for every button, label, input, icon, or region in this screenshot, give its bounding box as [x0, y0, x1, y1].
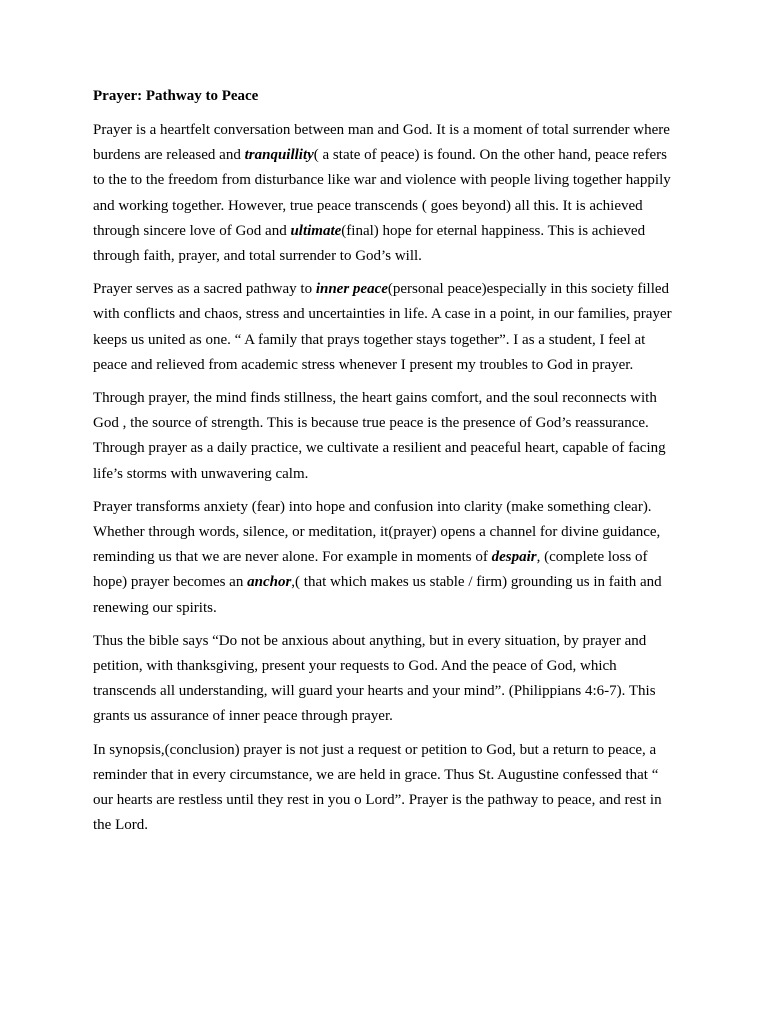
paragraph-3	[93, 386, 680, 487]
paragraph-text: In synopsis,(conclusion) prayer is not just a request or petition to God, but a return to peace, a reminder that in every circumstance, we are held in grace. Thus St. Augustine confessed that “ our hearts are restless until they rest in you o Lord”. Prayer is the pathway to peace, and rest in the Lord.	[93, 741, 662, 834]
paragraph-text: Prayer serves as a sacred pathway to	[93, 281, 316, 298]
document-title: Prayer: Pathway to Peace	[93, 88, 259, 104]
paragraph-text: (final) hope for eternal happiness. This is achieved through faith, prayer, and total surrender to God’s will.	[93, 222, 646, 265]
emphasized-term: despair	[491, 549, 537, 566]
paragraph-4	[93, 495, 680, 621]
paragraph-text: Through prayer, the mind finds stillness, the heart gains comfort, and the soul reconnects with God , the source of strength. This is because true peace is the presence of God’s reassurance. Through prayer as a daily practice, we cultivate a resilient and peaceful heart, capable of facing life’s storms with unwavering calm.	[93, 390, 666, 482]
emphasized-term: anchor	[247, 574, 292, 591]
paragraph-text: , (complete loss of hope) prayer becomes an	[93, 549, 648, 591]
paragraph-2	[93, 277, 680, 378]
paragraph-1	[93, 118, 680, 269]
emphasized-term: ultimate	[290, 222, 342, 239]
emphasized-term: tranquillity	[244, 147, 314, 164]
paragraph-text: ,( that which makes us stable / firm) grounding us in faith and renewing our spirits.	[93, 574, 662, 616]
emphasized-term: inner peace	[315, 281, 388, 298]
paragraph-text: Prayer is a heartfelt conversation between man and God. It is a moment of total surrender where burdens are released and	[93, 122, 670, 164]
paragraph-text: Prayer transforms anxiety (fear) into hope and confusion into clarity (make something clear). Whether through words, silence, or meditation, it(prayer) opens a channel for divine guidance, reminding us that we are never alone. For example in moments of	[93, 498, 661, 566]
paragraph-text: Thus the bible says “Do not be anxious about anything, but in every situation, by prayer and petition, with thanksgiving, present your requests to God. And the peace of God, which transcends all understanding, will guard your hearts and your mind”. (Philippians 4:6-7). This grants us assurance of inner peace through prayer.	[93, 632, 656, 725]
paragraph-text: (personal peace)especially in this society filled with conflicts and chaos, stress and uncertainties in life. A case in a point, in our families, prayer keeps us united as one. “ A family that prays together stays together”. I as a student, I feel at peace and relieved from academic stress whenever I present my troubles to God in prayer.	[93, 281, 672, 373]
paragraph-5	[93, 629, 680, 730]
paragraph-text: ( a state of peace) is found. On the other hand, peace refers to the to the freedom from disturbance like war and violence with people living together happily and working together. However, true peace transcends ( goes beyond) all this. It is achieved through sincere love of God and	[93, 147, 671, 239]
paragraph-6	[93, 738, 680, 839]
